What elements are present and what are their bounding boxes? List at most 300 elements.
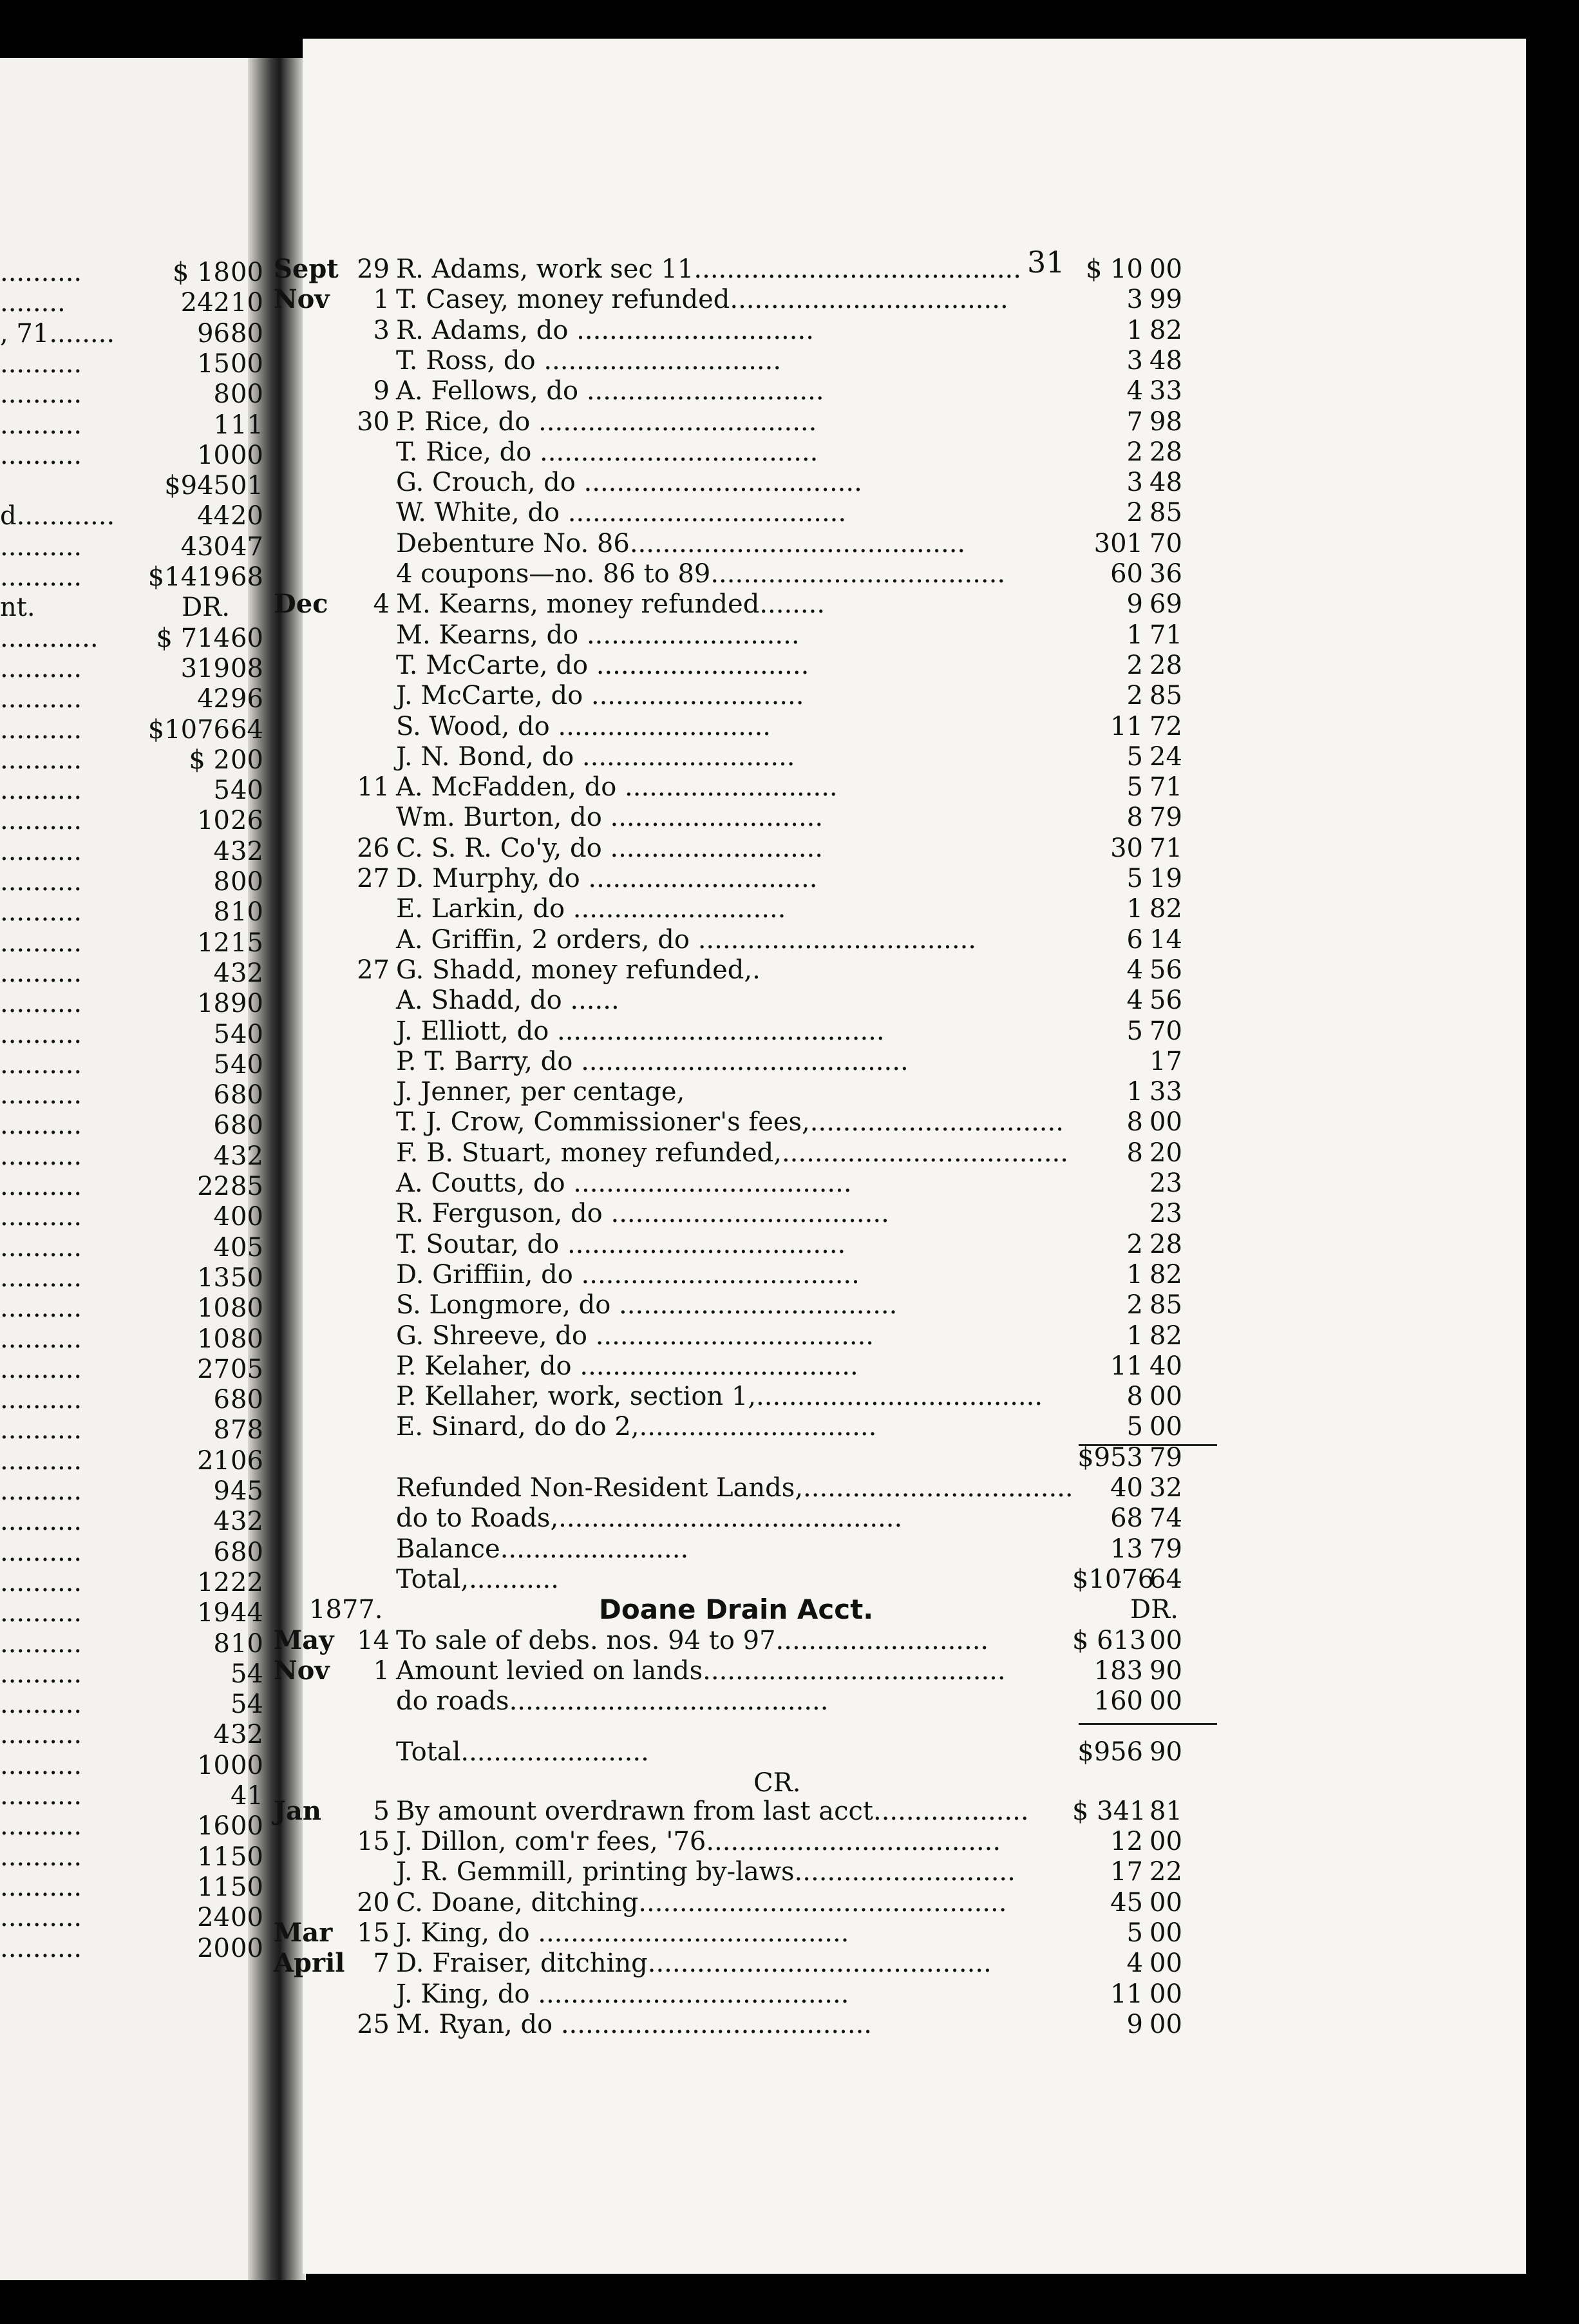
ledger-row (274, 1290, 1240, 1320)
row-description: D. Fraiser, ditching.......................................... (396, 1948, 992, 1979)
page-number: 31 (1027, 245, 1065, 280)
left-row-dollars: 6 (213, 1110, 230, 1141)
left-row-text: .......... (0, 745, 82, 775)
left-row-dollars: 10 (197, 440, 230, 470)
ledger-row (274, 1199, 1240, 1228)
left-row-dollars: 44 (197, 501, 230, 531)
left-row-text: ............ (0, 623, 99, 653)
left-row-cents: 54 (231, 1659, 263, 1689)
left-row-dollars: $1419 (147, 562, 230, 592)
left-row-cents: 50 (231, 1872, 263, 1902)
left-row-text: .......... (0, 684, 82, 714)
ledger-row (274, 651, 1240, 680)
row-day: 9 (373, 376, 390, 406)
left-row-cents: 85 (231, 1172, 263, 1201)
left-row-cents: 08 (231, 653, 263, 683)
row-cents: 82 (1149, 315, 1182, 345)
left-row-cents: 80 (231, 1110, 263, 1141)
row-dollars: 2 (1126, 681, 1143, 711)
left-row-dollars: 18 (197, 989, 230, 1019)
row-day: 4 (373, 589, 390, 620)
left-row-cents: 15 (231, 928, 263, 958)
left-row-text: .......... (0, 836, 82, 866)
left-row-dollars: 4 (213, 1507, 230, 1537)
left-row-cents: 80 (231, 1537, 263, 1567)
credit-row (274, 1979, 1240, 2009)
left-ledger-row (0, 1507, 263, 1537)
left-row-cents: 00 (231, 258, 263, 287)
left-row-cents: 10 (231, 288, 263, 318)
row-cents: 00 (1149, 2009, 1182, 2039)
left-row-cents: 00 (231, 440, 263, 470)
left-row-text: .......... (0, 1659, 82, 1689)
left-row-text: .......... (0, 776, 82, 806)
ledger-row (274, 529, 1240, 558)
row-description: W. White, do .................................. (396, 498, 847, 528)
left-row-cents: 06 (231, 1445, 263, 1476)
left-ledger-row (0, 684, 263, 714)
left-row-dollars: 8 (213, 1628, 230, 1659)
row-description: Wm. Burton, do .......................... (396, 803, 824, 833)
left-ledger-row (0, 1324, 263, 1354)
left-row-text: d............ (0, 501, 115, 531)
left-row-text: .......... (0, 1324, 82, 1354)
row-description: S. Wood, do .......................... (396, 711, 771, 741)
row-dollars: 5 (1126, 864, 1143, 893)
left-ledger-row (0, 348, 263, 379)
ledger-row (274, 955, 1240, 985)
left-ledger-row (0, 1202, 263, 1232)
left-row-cents: 50 (231, 1842, 263, 1872)
row-description: J. King, do ...................................... (396, 1918, 849, 1948)
row-dollars: 8 (1126, 1382, 1143, 1412)
left-row-text: .......... (0, 867, 82, 897)
left-ledger-row (0, 1354, 263, 1384)
row-dollars: 8 (1126, 1107, 1143, 1138)
left-ledger-row (0, 867, 263, 897)
left-row-cents: 80 (231, 1293, 263, 1324)
row-month: Mar (274, 1917, 333, 1948)
row-dollars: 3 (1126, 285, 1143, 315)
row-day: 14 (357, 1625, 390, 1655)
left-row-dollars: DR. (182, 593, 230, 623)
left-row-cents: 11 (231, 410, 263, 440)
left-row-text: .......... (0, 1507, 82, 1537)
row-description: do to Roads,.......................................... (396, 1503, 903, 1534)
left-row-dollars: 19 (197, 1598, 230, 1628)
left-row-text: .......... (0, 1476, 82, 1506)
row-description: T. J. Crow, Commissioner's fees,............................... (396, 1107, 1064, 1138)
row-cents: 19 (1149, 864, 1182, 893)
left-ledger-row (0, 958, 263, 988)
total-rule (1079, 1723, 1217, 1725)
left-ledger-row (0, 379, 263, 410)
row-dollars: 3 (1126, 468, 1143, 498)
left-ledger-row (0, 1628, 263, 1659)
row-dollars: 17 (1110, 1857, 1143, 1887)
left-row-text: .......... (0, 806, 82, 836)
left-row-cents: 32 (231, 1720, 263, 1750)
left-row-dollars: 11 (197, 1842, 230, 1872)
row-month: May (274, 1624, 334, 1655)
credit-row (274, 1796, 1240, 1826)
row-cents: 70 (1149, 1016, 1182, 1046)
row-description: C. Doane, ditching............................................. (396, 1887, 1007, 1918)
row-day: 29 (357, 254, 390, 284)
account-year: 1877. (309, 1595, 383, 1625)
row-day: 3 (373, 315, 390, 345)
row-description: A. Fellows, do ............................. (396, 376, 824, 406)
row-cents: 00 (1149, 1382, 1182, 1412)
left-row-text: .......... (0, 1933, 82, 1963)
ledger-row (274, 1138, 1240, 1168)
credit-row (274, 1888, 1240, 1918)
left-ledger-row (0, 1811, 263, 1842)
left-row-dollars: 430 (180, 531, 230, 562)
row-day: 26 (357, 833, 390, 863)
ledger-row (274, 254, 1240, 284)
left-row-text: .......... (0, 348, 82, 379)
row-description: J. King, do ...................................... (396, 1979, 849, 2009)
row-dollars: 9 (1126, 2009, 1143, 2039)
left-row-text: .......... (0, 258, 82, 287)
row-description: M. Kearns, do .......................... (396, 620, 800, 650)
left-row-dollars: 8 (213, 379, 230, 410)
left-row-cents: 00 (231, 867, 263, 897)
row-cents: 85 (1149, 498, 1182, 528)
row-dollars: 8 (1126, 1138, 1143, 1168)
left-row-cents: 96 (231, 684, 263, 714)
row-month: Nov (274, 284, 330, 315)
left-row-text: .......... (0, 1872, 82, 1902)
row-cents: 00 (1149, 1979, 1182, 2009)
ledger-row (274, 712, 1240, 741)
row-cents: 00 (1149, 1412, 1182, 1442)
row-description: Amount levied on lands..................................... (396, 1655, 1006, 1686)
credit-label-row (274, 1768, 1240, 1798)
left-row-cents: 05 (231, 1354, 263, 1384)
row-cents: 33 (1149, 1077, 1182, 1107)
row-description: T. Casey, money refunded.................................. (396, 285, 1008, 315)
left-row-text: .......... (0, 653, 82, 683)
left-ledger-row (0, 1933, 263, 1963)
total-row (274, 1737, 1240, 1767)
row-description: By amount overdrawn from last acct................... (396, 1796, 1029, 1826)
left-row-cents: 00 (231, 1202, 263, 1232)
row-cents: 85 (1149, 681, 1182, 711)
row-cents: 56 (1149, 955, 1182, 985)
row-dollars: $ 341 (1072, 1796, 1146, 1826)
debit-row (274, 1626, 1240, 1655)
credit-row (274, 1948, 1240, 1978)
credit-row (274, 1827, 1240, 1856)
row-description: R. Adams, do ............................. (396, 315, 814, 345)
left-row-dollars: 24 (197, 1903, 230, 1933)
row-cents: 90 (1149, 1737, 1182, 1767)
row-description: E. Sinard, do do 2,............................. (396, 1412, 877, 1442)
row-dollars: 5 (1126, 1412, 1143, 1442)
left-row-cents: 00 (231, 1750, 263, 1780)
debit-row (274, 1686, 1240, 1716)
left-row-dollars: $1076 (147, 714, 230, 745)
doane-heading-row (274, 1595, 1240, 1624)
left-row-dollars: 242 (180, 288, 230, 318)
left-row-text: .......... (0, 531, 82, 562)
left-row-text: .......... (0, 714, 82, 745)
left-row-dollars: 6 (213, 1537, 230, 1567)
row-description: G. Shreeve, do .................................. (396, 1320, 874, 1351)
ledger-row (274, 1503, 1240, 1533)
left-row-dollars: 5 (213, 1049, 230, 1080)
row-dollars: $953 (1077, 1442, 1143, 1472)
left-ledger-row (0, 806, 263, 836)
left-row-text: nt. (0, 593, 35, 623)
row-day: 5 (373, 1796, 390, 1826)
row-day: 11 (357, 772, 390, 803)
left-row-dollars: 12 (197, 1567, 230, 1597)
row-month: Sept (274, 254, 339, 284)
left-ledger-row (0, 531, 263, 562)
row-dollars: 5 (1126, 1016, 1143, 1046)
left-row-dollars: 27 (197, 1354, 230, 1384)
left-row-dollars: 4 (213, 1720, 230, 1750)
debit-row (274, 1656, 1240, 1686)
row-description: J. Dillon, com'r fees, '76.................................... (396, 1827, 1001, 1856)
left-row-dollars: 8 (213, 867, 230, 897)
row-cents: 33 (1149, 376, 1182, 406)
row-description: T. McCarte, do .......................... (396, 650, 809, 680)
ledger-row (274, 986, 1240, 1015)
row-dollars: 11 (1110, 1351, 1143, 1381)
row-description: C. S. R. Co'y, do .......................... (396, 833, 823, 863)
left-row-cents: 80 (231, 318, 263, 348)
left-row-dollars: 10 (197, 806, 230, 836)
row-cents: 90 (1149, 1655, 1182, 1686)
row-dollars: 9 (1126, 589, 1143, 620)
row-cents: 79 (1149, 803, 1182, 833)
row-cents: 74 (1149, 1503, 1182, 1534)
left-ledger-row (0, 1172, 263, 1201)
left-row-dollars: 96 (197, 318, 230, 348)
row-dollars: 1 (1126, 315, 1143, 345)
left-ledger-row (0, 776, 263, 806)
row-description: P. Rice, do .................................. (396, 406, 817, 437)
left-row-cents: 54 (231, 1690, 263, 1720)
row-description: P. T. Barry, do ........................................ (396, 1046, 909, 1076)
left-row-cents: 78 (231, 1415, 263, 1445)
row-description: Debenture No. 86......................................... (396, 528, 966, 558)
left-row-dollars: 4 (213, 1141, 230, 1171)
left-row-text: .......... (0, 1842, 82, 1872)
left-row-dollars: 42 (197, 684, 230, 714)
left-row-cents: 00 (231, 1811, 263, 1842)
ledger-row (274, 1534, 1240, 1564)
credit-row (274, 1857, 1240, 1887)
row-description: To sale of debs. nos. 94 to 97.......................... (396, 1625, 989, 1655)
row-cents: 85 (1149, 1290, 1182, 1320)
left-ledger-row (0, 1049, 263, 1080)
row-description: G. Shadd, money refunded,. (396, 955, 761, 985)
row-month: Nov (274, 1655, 330, 1686)
row-cents: 24 (1149, 741, 1182, 772)
row-cents: 00 (1149, 1948, 1182, 1979)
row-dollars: $ 613 (1072, 1625, 1146, 1655)
left-row-text: .......... (0, 562, 82, 592)
row-cents: 00 (1149, 1686, 1182, 1717)
left-row-dollars: 21 (197, 1445, 230, 1476)
row-cents: 71 (1149, 833, 1182, 863)
left-row-cents: 00 (231, 379, 263, 410)
row-dollars: 5 (1126, 741, 1143, 772)
row-dollars: 1 (1126, 620, 1143, 650)
left-ledger-row (0, 1781, 263, 1811)
row-dollars: 2 (1126, 437, 1143, 467)
row-dollars: 183 (1093, 1655, 1143, 1686)
left-row-text: .......... (0, 379, 82, 410)
left-row-text: .......... (0, 1903, 82, 1933)
row-day: 30 (357, 406, 390, 437)
left-row-dollars: 10 (197, 1324, 230, 1354)
left-row-text: .......... (0, 1537, 82, 1567)
left-row-cents: 00 (231, 745, 263, 775)
row-dollars: 2 (1126, 498, 1143, 528)
left-ledger-row (0, 1385, 263, 1415)
ledger-row (274, 498, 1240, 528)
row-cents: 40 (1149, 1351, 1182, 1381)
left-row-dollars: 6 (213, 1385, 230, 1415)
left-ledger-row (0, 1750, 263, 1780)
row-day: 15 (357, 1827, 390, 1856)
row-cents: 32 (1149, 1473, 1182, 1503)
row-cents: 17 (1149, 1046, 1182, 1076)
left-ledger-row (0, 928, 263, 958)
left-row-cents: 10 (231, 1628, 263, 1659)
row-dollars: 60 (1110, 559, 1143, 589)
row-cents: 99 (1149, 285, 1182, 315)
left-row-dollars: 10 (197, 1293, 230, 1324)
row-cents: 00 (1149, 1107, 1182, 1138)
left-row-dollars: 4 (213, 836, 230, 866)
left-row-dollars: 1 (213, 410, 230, 440)
left-row-cents: 05 (231, 1232, 263, 1262)
row-cents: 28 (1149, 437, 1182, 467)
row-description: M. Ryan, do ...................................... (396, 2009, 873, 2039)
left-ledger-row (0, 501, 263, 531)
left-ledger-row (0, 714, 263, 745)
row-dollars: 301 (1093, 528, 1143, 558)
left-row-dollars: $945 (164, 471, 230, 501)
left-row-text: .......... (0, 897, 82, 928)
left-row-cents: 20 (231, 501, 263, 531)
ledger-row (274, 407, 1240, 437)
row-cents: 64 (1149, 1564, 1182, 1594)
left-row-dollars: 4 (213, 1202, 230, 1232)
row-dollars: 1 (1126, 1077, 1143, 1107)
left-row-text: .......... (0, 958, 82, 988)
left-row-dollars: 11 (197, 1872, 230, 1902)
row-dollars: 40 (1110, 1473, 1143, 1503)
left-ledger-row (0, 1232, 263, 1262)
left-ledger-row (0, 1598, 263, 1628)
left-row-cents: 26 (231, 806, 263, 836)
row-dollars: 5 (1126, 1918, 1143, 1948)
row-cents: 23 (1149, 1199, 1182, 1229)
left-ledger-row (0, 897, 263, 928)
left-ledger-row (0, 1690, 263, 1720)
left-row-cents: 22 (231, 1567, 263, 1597)
row-description: 4 coupons—no. 86 to 89.................................... (396, 559, 1006, 589)
row-dollars: $ 10 (1085, 254, 1143, 284)
left-row-text: .......... (0, 1445, 82, 1476)
left-ledger-row (0, 1872, 263, 1902)
ledger-row (274, 1382, 1240, 1411)
row-dollars: $956 (1077, 1737, 1143, 1767)
ledger-row (274, 285, 1240, 314)
left-row-dollars: 4 (213, 1232, 230, 1262)
left-row-text: .......... (0, 1628, 82, 1659)
row-dollars: 2 (1126, 1229, 1143, 1259)
left-ledger-row (0, 1415, 263, 1445)
row-day: 1 (373, 285, 390, 315)
left-ledger-row (0, 562, 263, 592)
row-cents: 71 (1149, 772, 1182, 803)
ledger-row (274, 1077, 1240, 1107)
row-dollars: 13 (1110, 1534, 1143, 1564)
left-row-dollars: 20 (197, 1933, 230, 1963)
left-row-cents: 80 (231, 1324, 263, 1354)
row-description: M. Kearns, money refunded........ (396, 589, 826, 620)
row-dollars: 3 (1126, 345, 1143, 376)
left-ledger-row (0, 1476, 263, 1506)
left-ledger-row (0, 989, 263, 1019)
row-cents: 56 (1149, 986, 1182, 1016)
row-description: R. Ferguson, do .................................. (396, 1199, 889, 1229)
left-row-cents: 32 (231, 1141, 263, 1171)
row-description: do roads....................................... (396, 1686, 829, 1717)
left-ledger-row (0, 288, 263, 318)
left-row-text: .......... (0, 1598, 82, 1628)
left-row-dollars: 8 (213, 897, 230, 928)
row-description: P. Kelaher, do .................................. (396, 1351, 858, 1381)
ledger-row (274, 1168, 1240, 1198)
left-row-cents: 45 (231, 1476, 263, 1506)
row-dollars: 4 (1126, 1948, 1143, 1979)
left-row-cents: 40 (231, 1019, 263, 1049)
ledger-row (274, 1565, 1240, 1594)
ledger-row (274, 1260, 1240, 1290)
row-dollars: 4 (1126, 376, 1143, 406)
row-description: Total....................... (396, 1737, 649, 1767)
left-row-cents: 10 (231, 897, 263, 928)
ledger-row (274, 1321, 1240, 1351)
row-description: T. Ross, do ............................. (396, 345, 782, 376)
left-row-cents: 40 (231, 1049, 263, 1080)
left-ledger-row (0, 1019, 263, 1049)
ledger-row (274, 681, 1240, 710)
row-dollars: 45 (1110, 1887, 1143, 1918)
row-dollars: 5 (1126, 772, 1143, 803)
left-row-dollars: 13 (197, 1262, 230, 1293)
row-cents: 28 (1149, 1229, 1182, 1259)
left-row-cents: 50 (231, 1262, 263, 1293)
row-description: T. Rice, do .................................. (396, 437, 818, 467)
left-ledger-row (0, 1262, 263, 1293)
row-cents: 28 (1149, 650, 1182, 680)
ledger-row (274, 376, 1240, 406)
left-row-dollars: 4 (213, 958, 230, 988)
left-row-text: .......... (0, 1019, 82, 1049)
left-row-dollars: 22 (197, 1172, 230, 1201)
